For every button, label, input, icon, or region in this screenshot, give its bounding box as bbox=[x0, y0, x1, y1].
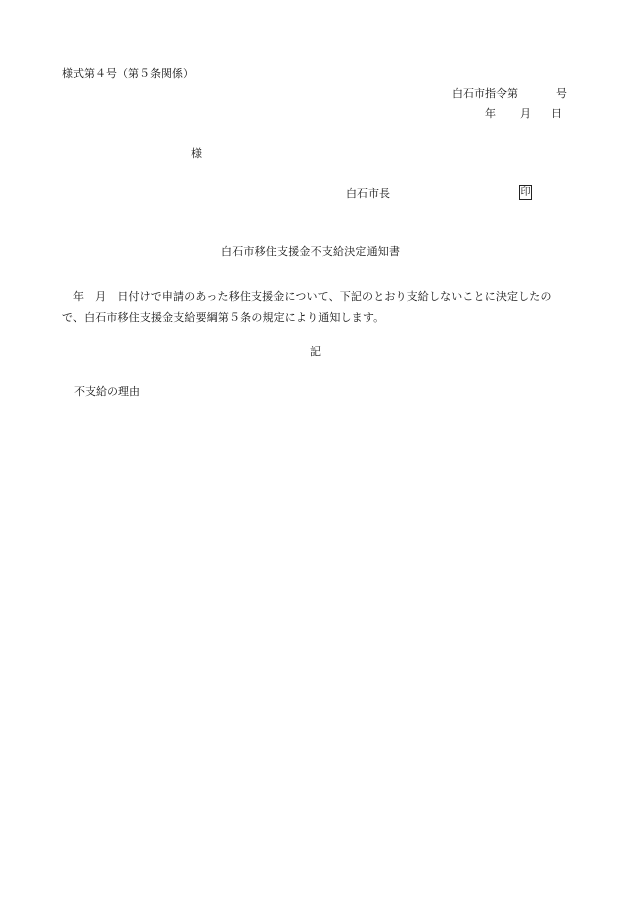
document-number-suffix: 号 bbox=[556, 87, 567, 100]
body-text: 日付けで申請のあった移住支援金について、下記のとおり支給しないことに決定したので、白石市移住支援金支給要綱第５条の規定により通知します。 bbox=[62, 290, 552, 324]
seal-mark: 印 bbox=[519, 185, 532, 200]
ki-heading: 記 bbox=[310, 345, 321, 358]
body-year: 年 bbox=[73, 290, 85, 303]
document-number bbox=[452, 88, 567, 99]
body-paragraph bbox=[62, 286, 572, 328]
date-year: 年 bbox=[485, 107, 496, 120]
document-title: 白石市移住支援金不支給決定通知書 bbox=[221, 245, 401, 258]
issuer-title: 白石市長 bbox=[346, 187, 390, 200]
date-day: 日 bbox=[551, 107, 562, 120]
document-number-prefix: 白石市指令第 bbox=[452, 87, 518, 100]
issue-date bbox=[485, 108, 562, 119]
addressee-honorific: 様 bbox=[191, 147, 202, 160]
reason-label: 不支給の理由 bbox=[74, 385, 140, 398]
date-month: 月 bbox=[520, 107, 531, 120]
form-number: 様式第４号（第５条関係） bbox=[62, 67, 194, 80]
body-month: 月 bbox=[95, 290, 107, 303]
